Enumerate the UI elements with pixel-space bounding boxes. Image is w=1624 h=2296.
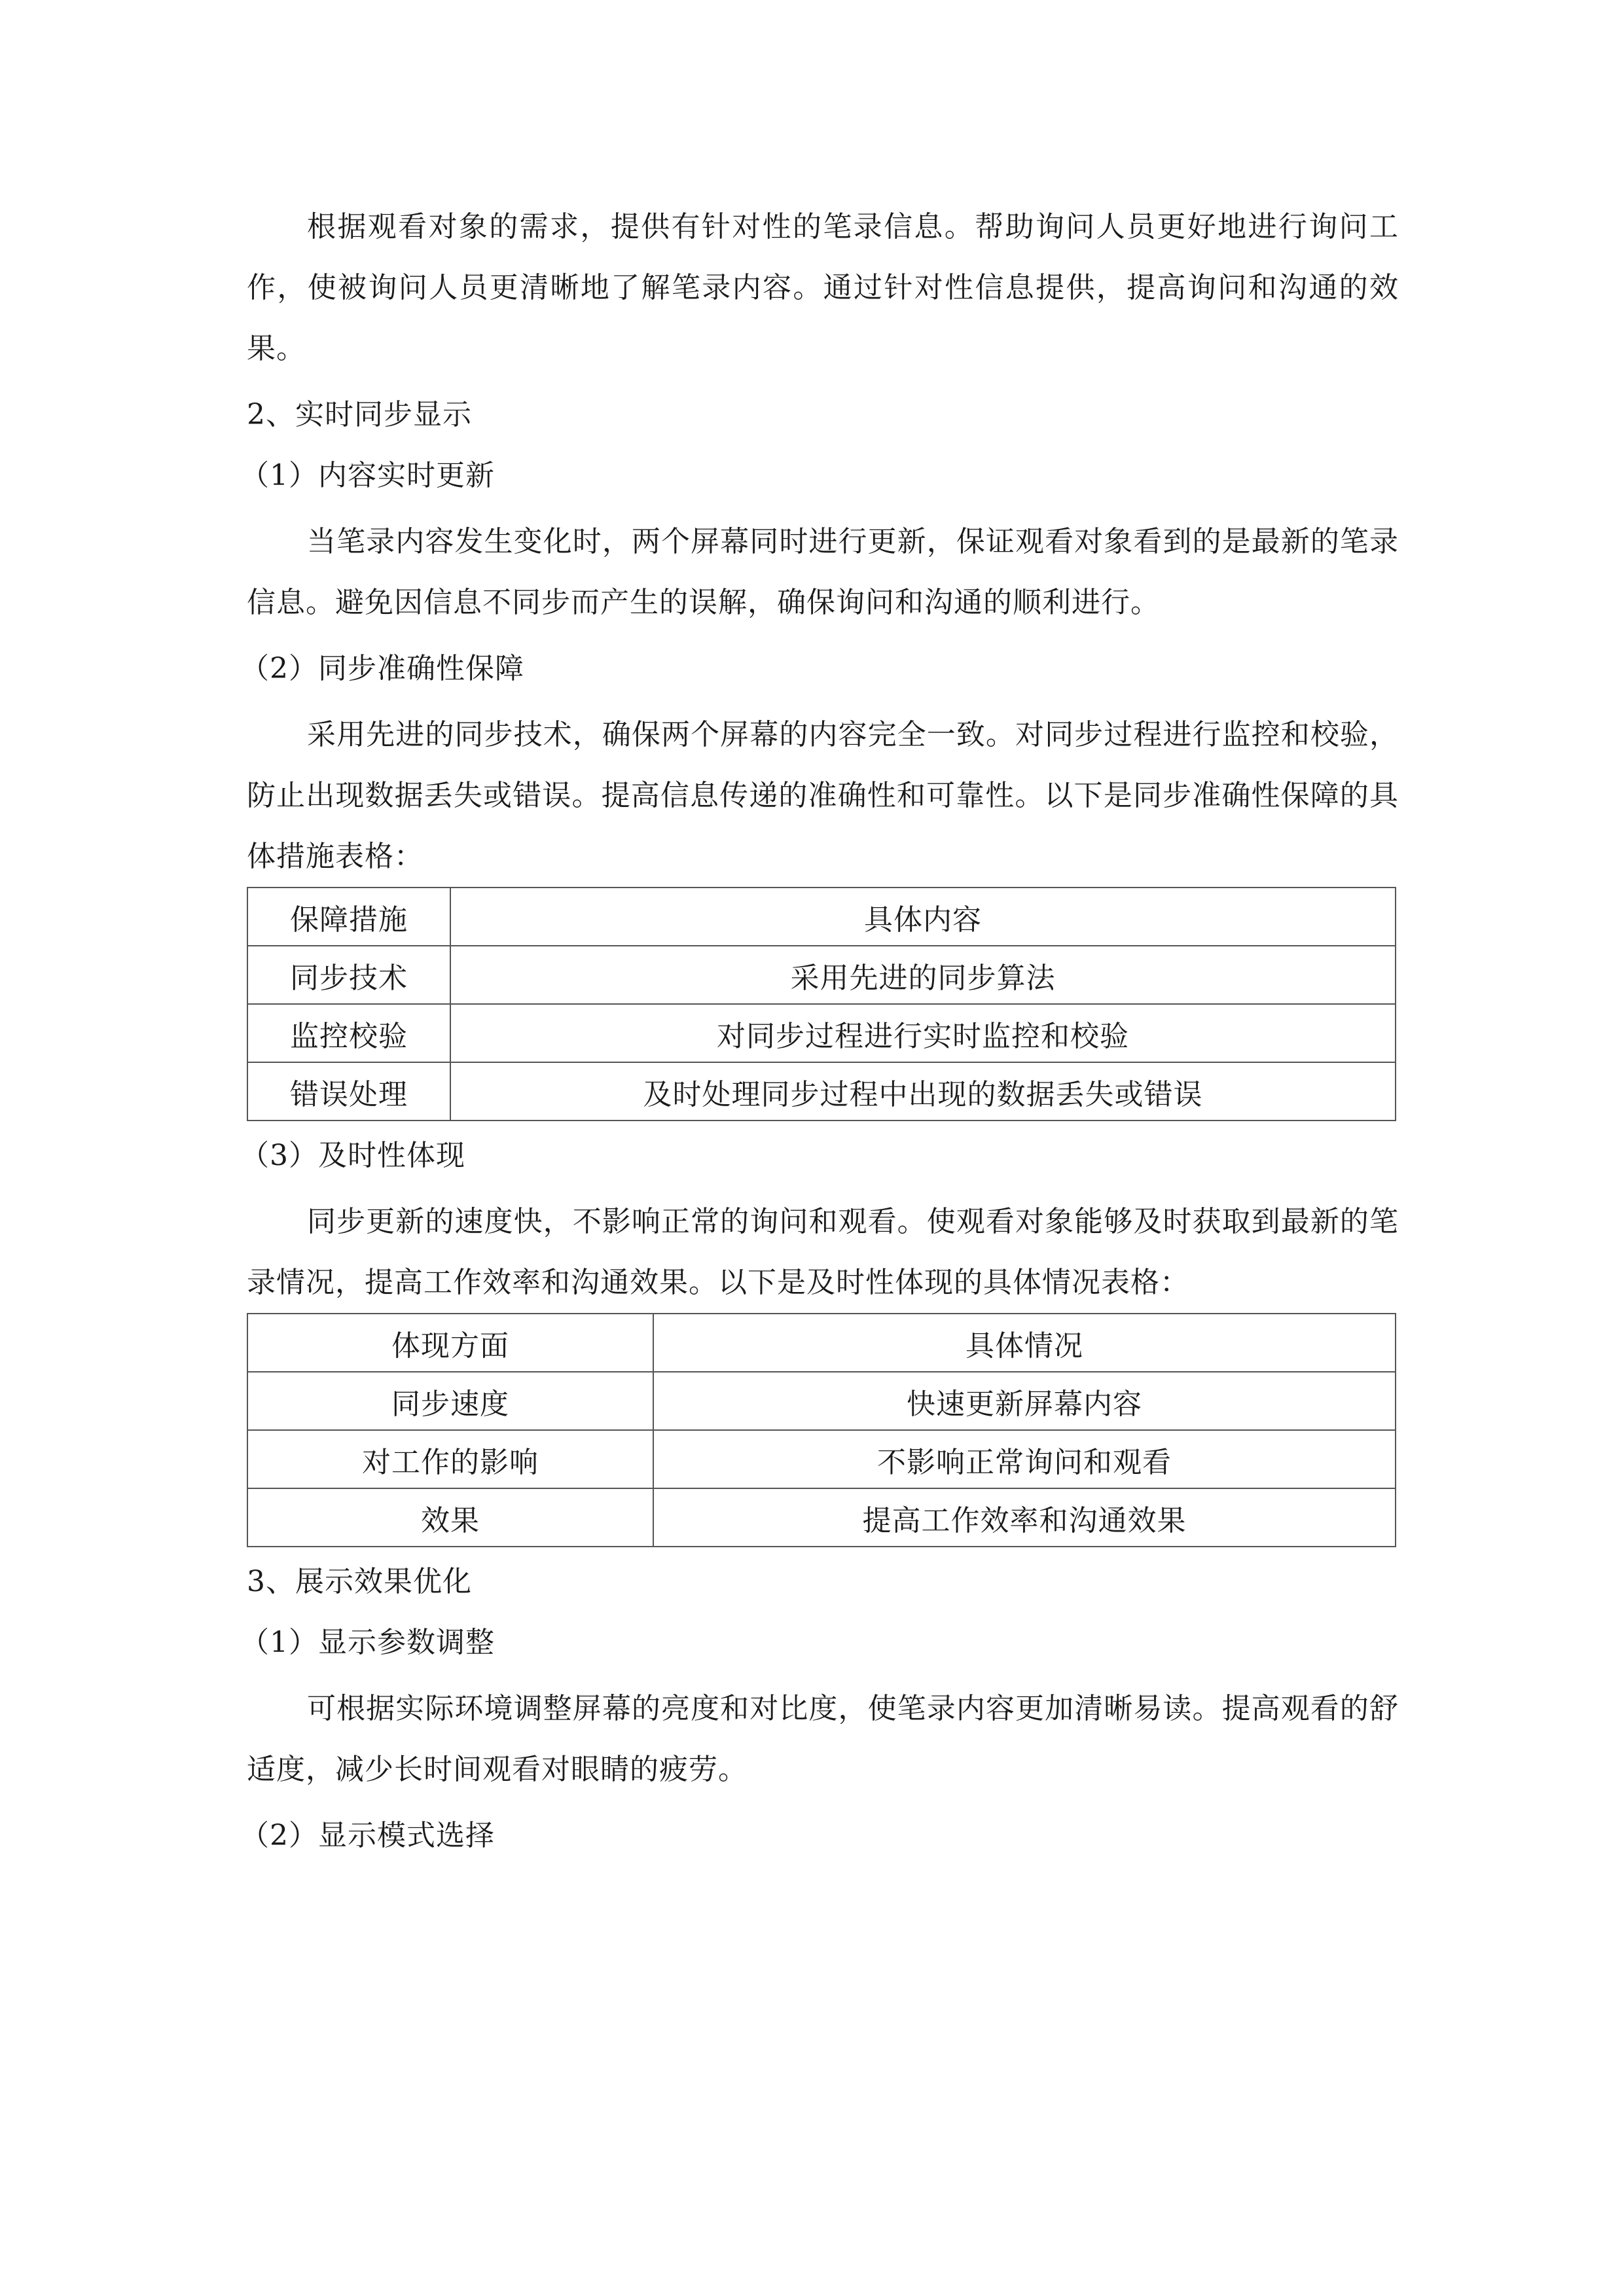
table-header-cell: 保障措施 (247, 888, 450, 946)
table-cell: 错误处理 (247, 1062, 450, 1121)
table-cell: 效果 (247, 1488, 653, 1547)
paragraph-targeted-info: 根据观看对象的需求，提供有针对性的笔录信息。帮助询问人员更好地进行询问工作，使被询问人员更清晰地了解笔录内容。通过针对性信息提供，提高询问和沟通的效果。 (247, 210, 1399, 365)
section-heading-display-optimization: 3、展示效果优化 (247, 1565, 472, 1598)
table-header-row (247, 1314, 1396, 1372)
paragraph-timeliness: 同步更新的速度快，不影响正常的询问和观看。使观看对象能够及时获取到最新的笔录情况，提高工作效率和沟通效果。以下是及时性体现的具体情况表格： (247, 1205, 1399, 1299)
subheading-display-mode: （2）显示模式选择 (240, 1819, 495, 1852)
table-header-row (247, 888, 1396, 946)
document-page (240, 196, 1399, 1871)
table-cell: 采用先进的同步算法 (450, 946, 1396, 1004)
subheading-display-params: （1）显示参数调整 (240, 1626, 495, 1659)
table-cell: 对同步过程进行实时监控和校验 (450, 1004, 1396, 1062)
subheading-content-update: （1）内容实时更新 (240, 459, 495, 492)
table-cell: 监控校验 (247, 1004, 450, 1062)
subheading-sync-accuracy: （2）同步准确性保障 (240, 652, 524, 685)
table-row (247, 946, 1396, 1004)
table-cell: 同步速度 (247, 1372, 653, 1430)
table-row (247, 1430, 1396, 1488)
table-row (247, 1372, 1396, 1430)
paragraph-content-update: 当笔录内容发生变化时，两个屏幕同时进行更新，保证观看对象看到的是最新的笔录信息。避免因信息不同步而产生的误解，确保询问和沟通的顺利进行。 (247, 525, 1399, 619)
table-cell: 对工作的影响 (247, 1430, 653, 1488)
paragraph-display-params: 可根据实际环境调整屏幕的亮度和对比度，使笔录内容更加清晰易读。提高观看的舒适度，减少长时间观看对眼睛的疲劳。 (247, 1692, 1399, 1786)
table-cell: 不影响正常询问和观看 (653, 1430, 1396, 1488)
table-cell: 提高工作效率和沟通效果 (653, 1488, 1396, 1547)
table-row (247, 1488, 1396, 1547)
table-cell: 同步技术 (247, 946, 450, 1004)
section-heading-realtime-sync: 2、实时同步显示 (247, 398, 472, 431)
table-row (247, 1062, 1396, 1121)
table-cell: 快速更新屏幕内容 (653, 1372, 1396, 1430)
sync-accuracy-table (247, 887, 1396, 1121)
paragraph-sync-accuracy: 采用先进的同步技术，确保两个屏幕的内容完全一致。对同步过程进行监控和校验，防止出现数据丢失或错误。提高信息传递的准确性和可靠性。以下是同步准确性保障的具体措施表格： (247, 718, 1399, 873)
timeliness-table (247, 1313, 1396, 1547)
table-header-cell: 具体内容 (450, 888, 1396, 946)
table-header-cell: 具体情况 (653, 1314, 1396, 1372)
table-cell: 及时处理同步过程中出现的数据丢失或错误 (450, 1062, 1396, 1121)
subheading-timeliness: （3）及时性体现 (240, 1139, 465, 1172)
table-row (247, 1004, 1396, 1062)
table-header-cell: 体现方面 (247, 1314, 653, 1372)
